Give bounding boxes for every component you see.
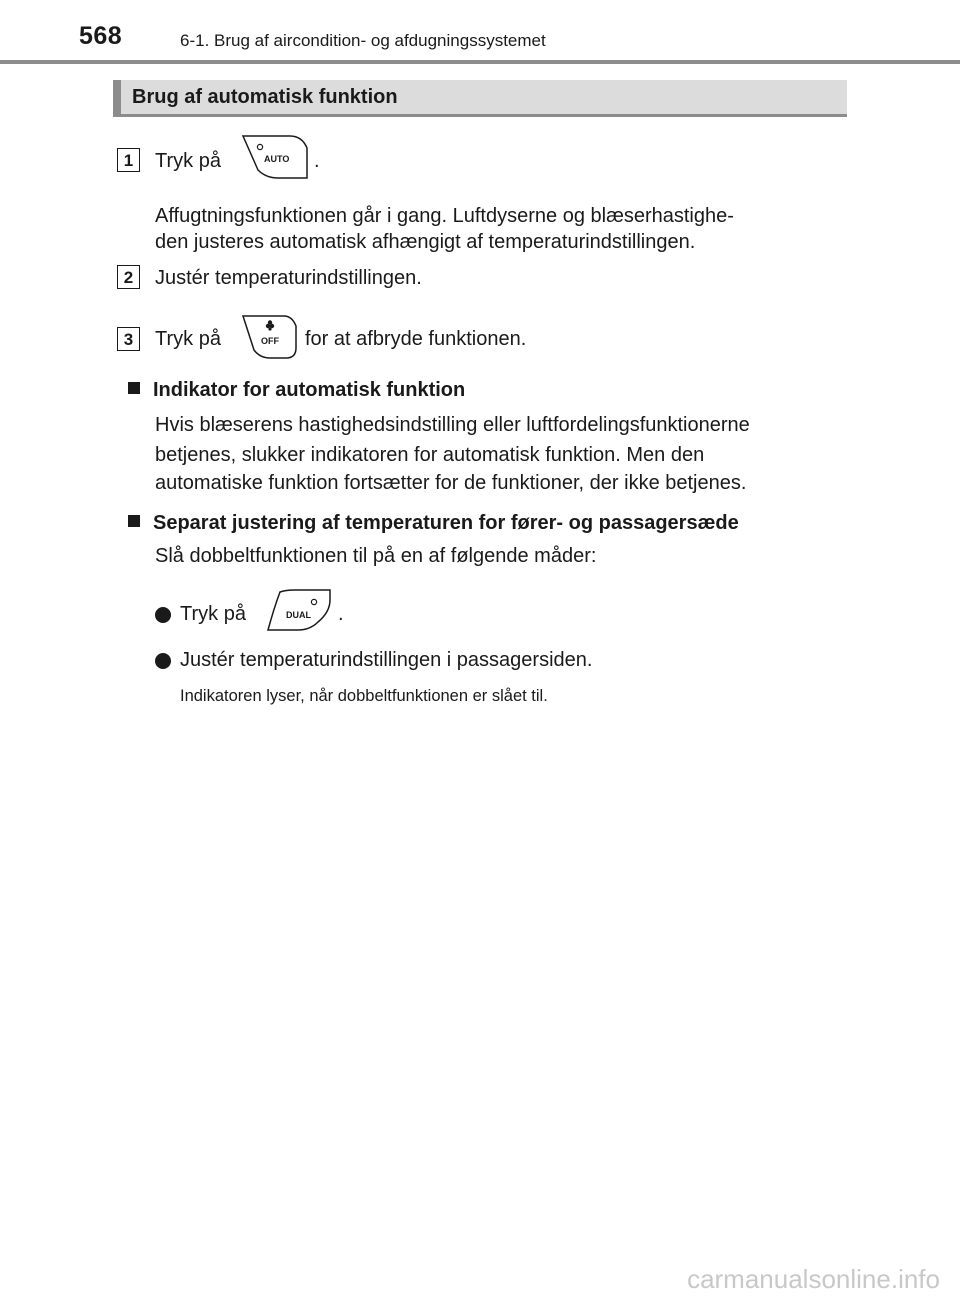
subsection-2-title: Separat justering af temperaturen for fører- og passagersæde bbox=[153, 512, 739, 534]
off-button-icon bbox=[240, 314, 300, 360]
step-number-2: 2 bbox=[117, 265, 140, 289]
subsection-2-intro: Slå dobbeltfunktionen til på en af følgende måder: bbox=[155, 545, 597, 567]
section-title: Brug af automatisk funktion bbox=[132, 86, 398, 108]
auto-button-icon bbox=[240, 134, 310, 180]
bullet-1-prefix: Tryk på bbox=[180, 603, 246, 625]
page-header bbox=[0, 0, 960, 70]
page-number: 568 bbox=[79, 22, 123, 50]
bullet-2-text: Justér temperaturindstillingen i passagersiden. bbox=[180, 649, 593, 671]
step-1-prefix: Tryk på bbox=[155, 150, 221, 172]
step-1-description-line-2: den justeres automatisk afhængigt af temperaturindstillingen. bbox=[155, 231, 696, 253]
step-2-text: Justér temperaturindstillingen. bbox=[155, 267, 422, 289]
subsection-1-line-1: Hvis blæserens hastighedsindstilling eller luftfordelingsfunktionerne bbox=[155, 414, 750, 436]
subsection-1-title: Indikator for automatisk funktion bbox=[153, 379, 466, 401]
subsection-1-line-2: betjenes, slukker indikatoren for automatisk funktion. Men den bbox=[155, 444, 705, 466]
step-3-prefix: Tryk på bbox=[155, 328, 221, 350]
header-divider bbox=[0, 60, 960, 64]
watermark: carmanualsonline.info bbox=[687, 1264, 940, 1294]
subsection-heading-1 bbox=[128, 379, 465, 402]
square-bullet-icon bbox=[128, 382, 140, 394]
off-button-label: OFF bbox=[261, 336, 279, 346]
step-3-suffix: for at afbryde funktionen. bbox=[305, 328, 527, 350]
section-accent bbox=[113, 80, 121, 117]
indicator-note: Indikatoren lyser, når dobbeltfunktionen er slået til. bbox=[180, 687, 548, 705]
chapter-title: 6-1. Brug af aircondition- og afdugningssystemet bbox=[180, 31, 546, 50]
bullet-1-suffix: . bbox=[338, 603, 344, 625]
round-bullet-icon bbox=[155, 653, 171, 669]
step-1-description-line-1: Affugtningsfunktionen går i gang. Luftdyserne og blæserhastighe- bbox=[155, 205, 734, 227]
subsection-heading-2 bbox=[128, 512, 739, 535]
step-number-3: 3 bbox=[117, 327, 140, 351]
section-heading-bar bbox=[113, 80, 847, 117]
subsection-1-line-3: automatiske funktion fortsætter for de funktioner, der ikke betjenes. bbox=[155, 472, 747, 494]
step-1-suffix: . bbox=[314, 150, 320, 172]
auto-button-label: AUTO bbox=[264, 154, 290, 164]
dual-button-icon bbox=[264, 588, 336, 632]
dual-button-label: DUAL bbox=[286, 610, 311, 620]
round-bullet-icon bbox=[155, 607, 171, 623]
step-number-1: 1 bbox=[117, 148, 140, 172]
square-bullet-icon bbox=[128, 515, 140, 527]
